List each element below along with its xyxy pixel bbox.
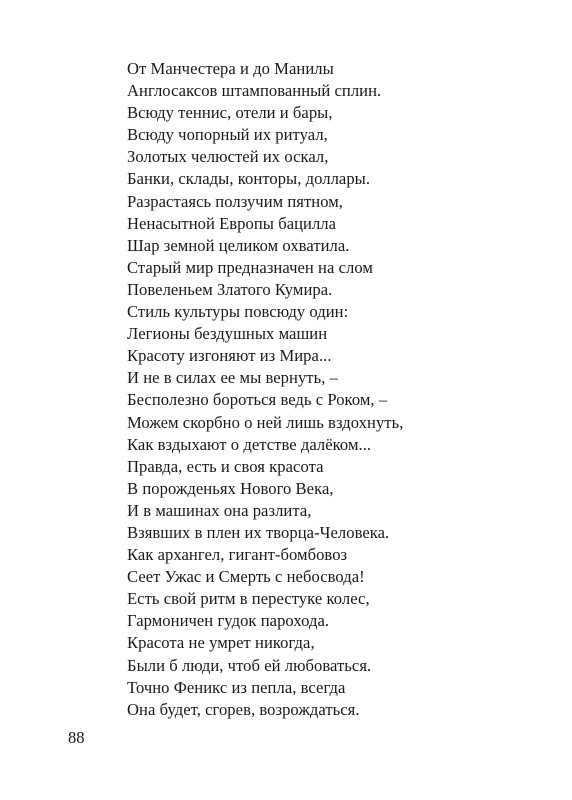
poem-line: Можем скорбно о ней лишь вздохнуть,	[127, 412, 404, 432]
poem-line: От Манчестера и до Манилы	[127, 59, 334, 78]
poem-line: Гармоничен гудок парохода.	[127, 611, 330, 631]
poem-line: Стиль культуры повсюду один:	[127, 302, 349, 322]
poem-line: Взявших в плен их творца-Человека.	[127, 522, 390, 542]
poem-line: Шар земной целиком охватила.	[127, 235, 350, 255]
poem-line: Повеленьем Златого Кумира.	[127, 279, 333, 299]
poem-line: Были б люди, чтоб ей любоваться.	[127, 655, 372, 675]
poem-line: Сеет Ужас и Смерть с небосвода!	[127, 567, 365, 587]
poem-line: Бесполезно бороться ведь с Роком, –	[127, 390, 388, 410]
poem-line: Как архангел, гигант-бомбовоз	[127, 545, 348, 565]
poem-line: Как вздыхают о детстве далёком...	[127, 434, 372, 454]
poem-line: В порожденьях Нового Века,	[127, 478, 334, 498]
poem-text	[127, 58, 403, 721]
poem-line: Англосаксов штампованный сплин.	[127, 81, 382, 101]
poem-line: Разрастаясь ползучим пятном,	[127, 191, 344, 211]
poem-line: Она будет, сгорев, возрождаться.	[127, 699, 360, 719]
poem-line: Легионы бездушных машин	[127, 324, 328, 344]
poem-line: Всюду чопорный их ритуал,	[127, 125, 328, 145]
poem-line: Ненасытной Европы бацилла	[127, 213, 337, 233]
poem-line: Золотых челюстей их оскал,	[127, 147, 329, 167]
poem-line: И в машинах она разлита,	[127, 500, 312, 520]
poem-line: Банки, склады, конторы, доллары.	[127, 169, 371, 189]
poem-line: Старый мир предназначен на слом	[127, 257, 373, 277]
poem-line: И не в силах ее мы вернуть, –	[127, 368, 338, 388]
poem-line: Красоту изгоняют из Мира...	[127, 346, 332, 366]
poem-line: Всюду теннис, отели и бары,	[127, 103, 333, 123]
poem-line: Правда, есть и своя красота	[127, 456, 324, 476]
poem-line: Точно Феникс из пепла, всегда	[127, 677, 346, 697]
poem-line: Красота не умрет никогда,	[127, 633, 315, 653]
page-number: 88	[68, 728, 85, 747]
poem-line: Есть свой ритм в перестуке колес,	[127, 589, 370, 609]
